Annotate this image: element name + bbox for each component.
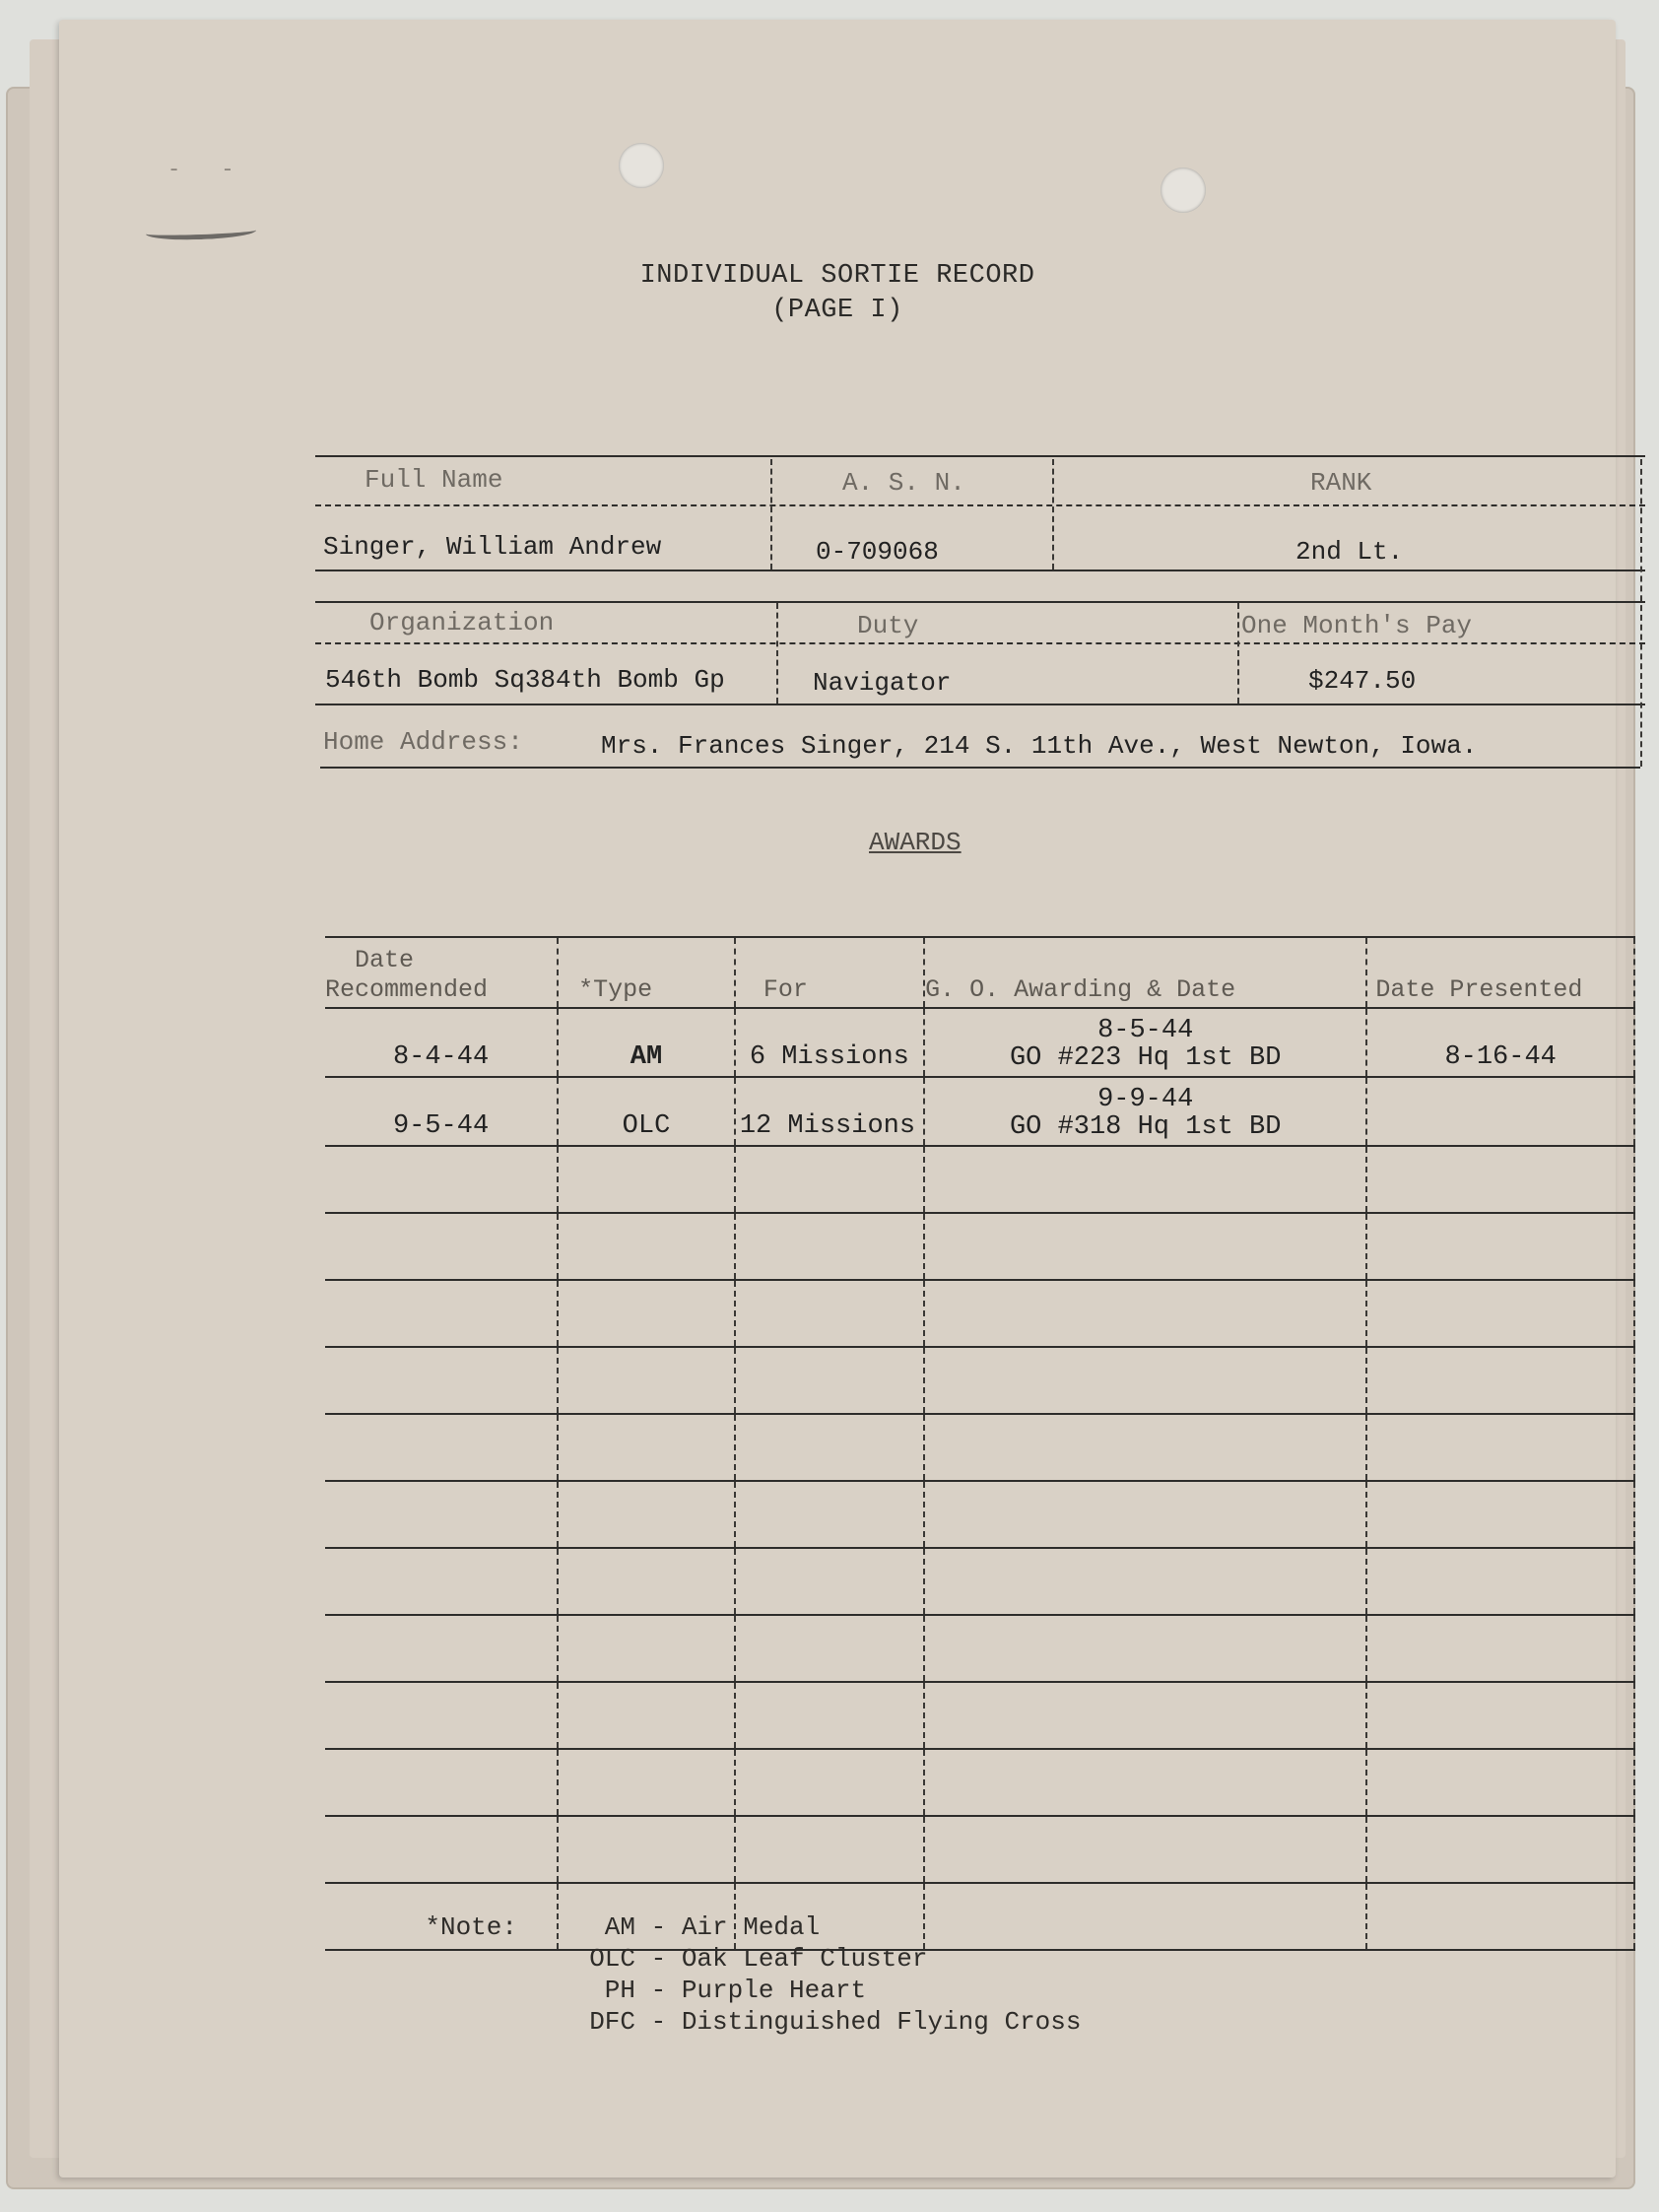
document-page	[59, 20, 1616, 2178]
table-row-empty	[325, 1682, 1634, 1749]
asn-label: A. S. N.	[842, 468, 965, 498]
divider-duty	[776, 603, 778, 704]
row2-presented	[1366, 1077, 1634, 1146]
col-presented	[1366, 937, 1634, 1008]
col-for-label: For	[763, 975, 808, 1004]
pay-value: $247.50	[1308, 666, 1417, 696]
home-address-label: Home Address:	[323, 727, 523, 757]
row2-go-order: GO #318 Hq 1st BD	[1009, 1112, 1282, 1142]
awards-table	[325, 936, 1635, 1951]
pencil-mark	[146, 223, 256, 241]
note-code: OLC	[589, 1944, 635, 1974]
rank-value: 2nd Lt.	[1295, 537, 1404, 567]
duty-value: Navigator	[813, 668, 952, 698]
note-code: PH	[604, 1976, 635, 2005]
divider-pay	[1237, 603, 1239, 704]
row1-presented: 8-16-44	[1366, 1008, 1634, 1077]
note-code: DFC	[589, 2007, 635, 2037]
document-title: INDIVIDUAL SORTIE RECORD	[639, 261, 1035, 291]
col-go	[924, 937, 1366, 1008]
rule-address	[320, 767, 1640, 769]
row2-date: 9-5-44	[325, 1077, 558, 1146]
col-date-line2: Recommended	[325, 975, 489, 1004]
table-row-empty	[325, 1816, 1634, 1883]
duty-label: Duty	[857, 611, 919, 640]
document-subtitle: (PAGE I)	[771, 296, 903, 325]
table-row-empty	[325, 1481, 1634, 1548]
rule-row-1	[315, 570, 1645, 571]
divider-right	[1640, 459, 1642, 767]
rule-label-2	[315, 642, 1645, 644]
note-meaning: - Oak Leaf Cluster	[650, 1944, 928, 1974]
full-name-value: Singer, William Andrew	[323, 532, 662, 562]
divider-asn	[770, 459, 772, 570]
row1-type: AM	[558, 1008, 735, 1077]
margin-marks: - -	[167, 158, 248, 182]
note-code: AM	[604, 1912, 635, 1942]
punch-hole-right	[1161, 168, 1206, 213]
rule-row-2	[315, 704, 1645, 705]
rule-top	[315, 455, 1645, 457]
table-row-empty	[325, 1347, 1634, 1414]
note-meaning: - Purple Heart	[650, 1976, 867, 2005]
col-date-line1: Date	[355, 946, 415, 974]
table-row-empty	[325, 1548, 1634, 1615]
asn-value: 0-709068	[816, 537, 939, 567]
note-item	[517, 1943, 1081, 1975]
rank-label: RANK	[1310, 468, 1372, 498]
note-block	[425, 1911, 1082, 2038]
row1-date: 8-4-44	[325, 1008, 558, 1077]
col-go-label: G. O. Awarding & Date	[925, 975, 1236, 1004]
col-date-recommended	[325, 937, 558, 1008]
table-row-empty	[325, 1615, 1634, 1682]
table-row-empty	[325, 1749, 1634, 1816]
col-presented-label: Date Presented	[1375, 975, 1583, 1004]
note-meaning: - Air Medal	[650, 1912, 821, 1942]
row1-go-order: GO #223 Hq 1st BD	[1009, 1043, 1282, 1073]
table-row	[325, 1008, 1634, 1077]
rule-org-top	[315, 601, 1645, 603]
note-label: *Note:	[425, 1912, 517, 1942]
col-type-label: *Type	[578, 975, 653, 1004]
awards-heading: AWARDS	[869, 828, 962, 857]
note-meaning: - Distinguished Flying Cross	[650, 2007, 1082, 2037]
row2-for: 12 Missions	[735, 1077, 924, 1146]
full-name-label: Full Name	[365, 465, 503, 495]
col-for	[735, 937, 924, 1008]
table-row-empty	[325, 1146, 1634, 1213]
row1-go	[924, 1008, 1366, 1077]
home-address-value: Mrs. Frances Singer, 214 S. 11th Ave., West Newton, Iowa.	[601, 731, 1478, 761]
organization-label: Organization	[369, 608, 555, 637]
punch-hole-left	[619, 143, 664, 188]
table-row-empty	[325, 1213, 1634, 1280]
note-item	[517, 2006, 1081, 2038]
row2-go	[924, 1077, 1366, 1146]
table-row-empty	[325, 1414, 1634, 1481]
note-item	[517, 1975, 1081, 2006]
organization-value: 546th Bomb Sq384th Bomb Gp	[325, 665, 725, 695]
row1-go-date: 8-5-44	[1097, 1016, 1194, 1045]
rule-label-1	[315, 504, 1645, 506]
note-item	[517, 1911, 1081, 1943]
table-row	[325, 1077, 1634, 1146]
table-row-empty	[325, 1280, 1634, 1347]
col-type	[558, 937, 735, 1008]
pay-label: One Month's Pay	[1241, 611, 1473, 640]
row2-go-date: 9-9-44	[1097, 1085, 1194, 1114]
divider-rank	[1052, 459, 1054, 570]
row2-type: OLC	[558, 1077, 735, 1146]
row1-for: 6 Missions	[735, 1008, 924, 1077]
